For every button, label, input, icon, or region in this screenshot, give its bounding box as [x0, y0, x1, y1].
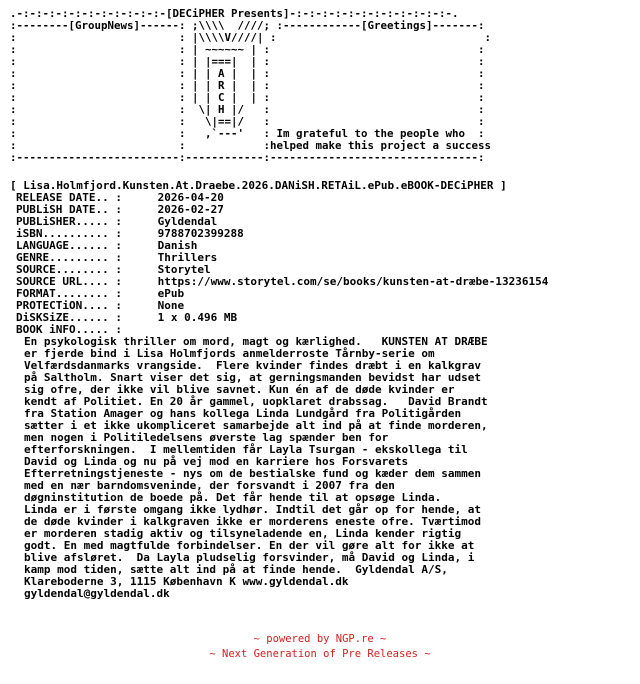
footer-tagline: ~ Next Generation of Pre Releases ~ [209, 648, 431, 660]
field-value: 1 x 0.496 MB [157, 311, 238, 324]
field-label: SOURCE URL.... : [16, 275, 122, 288]
field-label: SOURCE........ : [16, 263, 122, 276]
field-value: Storytel [157, 263, 211, 276]
field-label: iSBN.......... : [16, 227, 122, 240]
release-name: [ Lisa.Holmfjord.Kunsten.At.Draebe.2026.DANiSH.RETAiL.ePub.eBOOK-DECiPHER ] [10, 179, 507, 192]
field-label: GENRE......... : [16, 251, 122, 264]
field-value: Danish [157, 239, 198, 252]
field-value: 9788702399288 [157, 227, 244, 240]
field-label: DiSKSiZE...... : [16, 311, 122, 324]
field-value: Thrillers [157, 251, 218, 264]
field-label: LANGUAGE...... : [16, 239, 122, 252]
field-value: 2026-02-27 [157, 203, 224, 216]
field-label: RELEASE DATE.. : [16, 191, 122, 204]
field-label: FORMAT........ : [16, 287, 122, 300]
field-label: PUBLiSHER..... : [16, 215, 122, 228]
field-value: 2026-04-20 [157, 191, 224, 204]
field-value: Gyldendal [157, 215, 218, 228]
field-label: PUBLiSH DATE.. : [16, 203, 122, 216]
field-label: PROTECTiON.... : [16, 299, 122, 312]
book-description: En psykologisk thriller om mord, magt og kærlighed. KUNSTEN AT DRÆBE er fjerde bind i Lisa Holmfjords anmelderroste Tårnby-serie om Velfærdsdanmarks vrangside. Flere kvinder findes dræbt i en kalkgrav på Saltholm. Snart viser det sig, at gerningsmanden bevidst har udset sig ofre, der ikke vil blive savnet. Kun én af de døde kvinder er kendt af Politiet. En 20 år gammel, uopklaret drabssag. David Brandt fra Station Amager og hans kollega Linda Lundgård fra Politigården sætter i et ikke ukompliceret samarbejde alt ind på at finde morderen, men nogen i Politiledelsens øverste lag spænder ben for efterforskningen. I mellemtiden får Layla Tsurgan - ekskollega til David og Linda og nu på vej mod en karriere hos Forsvarets Efterretningstjeneste - nys om de bestialske fund og kæder dem sammen med en nær barndomsveninde, der forsvandt i 2007 fra den døgninstitution de boede på. Det får hende til at opsøge Linda. Linda er i første omgang ikke lydhør. Indtil det går op for hende, at de døde kvinder i kalkgraven ikke er morderens eneste ofre. Tværtimod er morderen stadig aktiv og tilsyneladende en, Linda kender rigtig godt. En med magtfulde forbindelser. En der vil gøre alt for ikke at blive afsløret. Da Layla pludselig forsvinder, må David og Linda, i kamp mod tiden, sætte alt ind på at finde hende. Gyldendal A/S, Klareboderne 3, 1115 København K www.gyldendal.dk gyldendal@gyldendal.dk [24, 335, 488, 600]
footer-powered-by: ~ powered by NGP.re ~ [253, 633, 387, 645]
source-url-link[interactable]: https://www.storytel.com/se/books/kunsten-at-dræbe-13236154 [157, 275, 549, 288]
release-fields [16, 192, 548, 336]
footer [0, 632, 640, 662]
field-value: ePub [157, 287, 185, 300]
field-label: BOOK iNFO..... : [16, 323, 122, 336]
decipher-ascii-banner: .-:-:-:-:-:-:-:-:-:-:-:-[DECiPHER Presents]-:-:-:-:-:-:-:-:-:-:-:-:-. :--------[GroupNews]------: ;\\\\ ////; :------------[Greetings]-------: : : |\\\\V////| : : : : | ~~~~~~ | : : : : | |===| | : : : : | | A | | : : : : | | R | | : : : : | | C | | : : : : \| H |/ : : : : \|==|/ : : : : ,`---' : Im grateful to the people who : : : :helped make this project a success :-------------------------:------------:--------------------------------: [10, 7, 492, 164]
field-value: None [157, 299, 185, 312]
